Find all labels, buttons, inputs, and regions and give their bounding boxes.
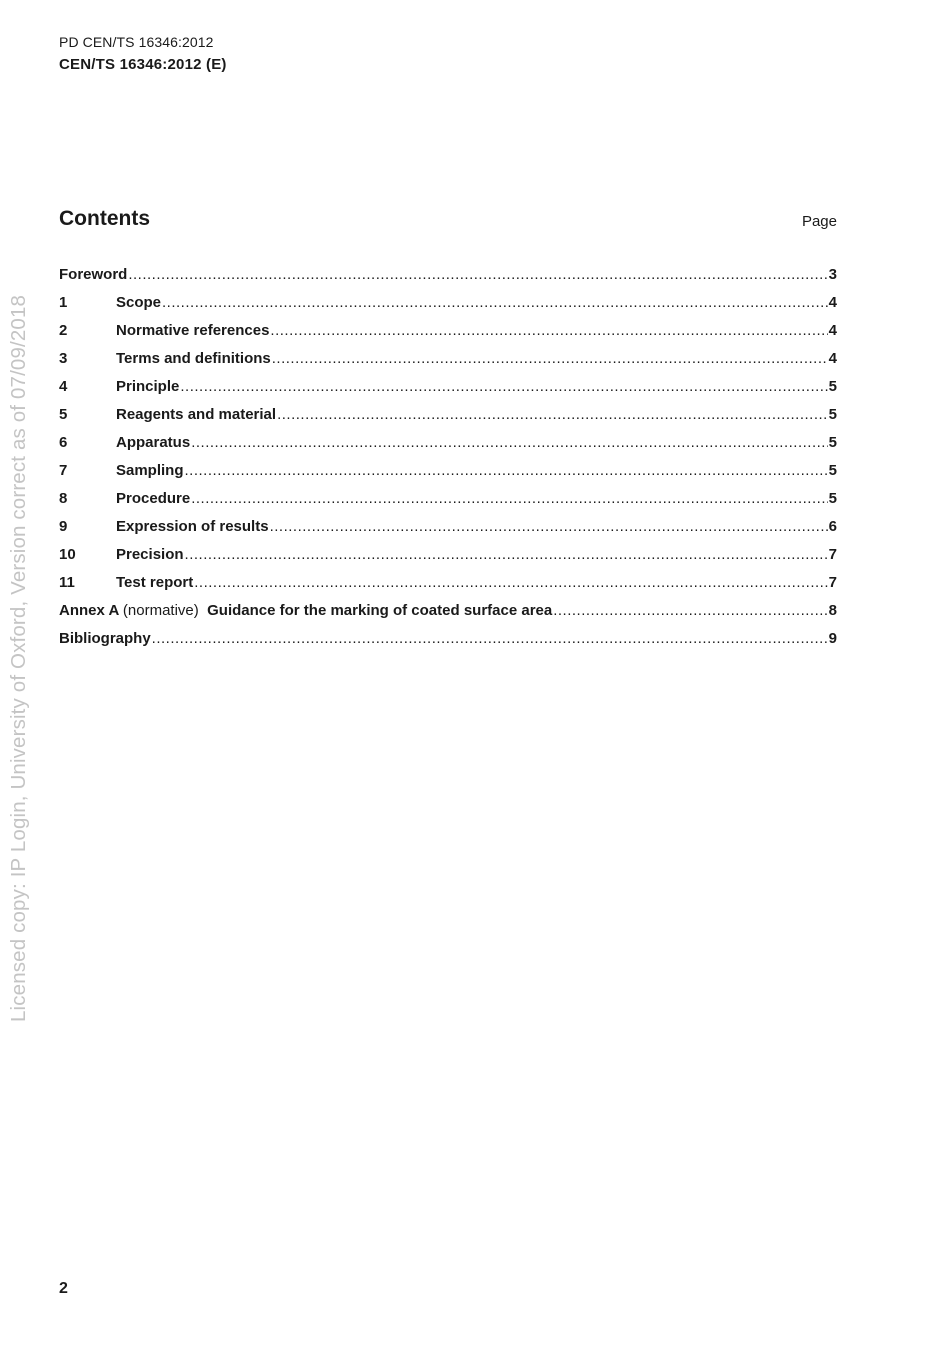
- toc-entry-title: Foreword: [59, 266, 128, 283]
- toc-entry-number: 1: [59, 294, 68, 311]
- toc-leader-dots: [152, 630, 828, 647]
- toc-leader-dots: [191, 490, 827, 507]
- toc-entry-annex-a[interactable]: [59, 602, 837, 630]
- toc-entry-test-report[interactable]: [59, 574, 837, 602]
- toc-leader-dots: [180, 378, 827, 395]
- toc-leader-dots: [185, 546, 828, 563]
- toc-annex-heading: [59, 602, 552, 619]
- toc-entry-terms-and-definitions[interactable]: [59, 350, 837, 378]
- toc-entry-page: 4: [828, 294, 837, 311]
- toc-entry-page: 5: [828, 462, 837, 479]
- toc-entry-procedure[interactable]: [59, 490, 837, 518]
- toc-entry-title: Terms and definitions: [116, 350, 271, 367]
- toc-entry-title: Bibliography: [59, 630, 151, 647]
- toc-entry-number: 11: [59, 574, 75, 591]
- document-id-english: CEN/TS 16346:2012 (E): [59, 56, 227, 73]
- toc-entry-page: 6: [828, 518, 837, 535]
- toc-entry-page: 3: [828, 266, 837, 283]
- toc-entry-principle[interactable]: [59, 378, 837, 406]
- license-watermark: Licensed copy: IP Login, University of Oxford, Version correct as of 07/09/2018: [7, 294, 30, 1022]
- toc-entry-page: 5: [828, 490, 837, 507]
- toc-leader-dots: [553, 602, 827, 619]
- toc-entry-reagents-and-material[interactable]: [59, 406, 837, 434]
- toc-leader-dots: [191, 434, 827, 451]
- page-column-label: Page: [801, 213, 837, 230]
- toc-entry-title: Scope: [116, 294, 162, 311]
- toc-leader-dots: [194, 574, 827, 591]
- toc-entry-title: Precision: [116, 546, 184, 563]
- toc-entry-page: 5: [828, 434, 837, 451]
- toc-entry-title: Normative references: [116, 322, 270, 339]
- table-of-contents: [59, 266, 837, 658]
- toc-entry-title: Test report: [116, 574, 194, 591]
- toc-entry-bibliography[interactable]: [59, 630, 837, 658]
- toc-entry-number: 2: [59, 322, 68, 339]
- toc-entry-page: 7: [828, 574, 837, 591]
- toc-entry-apparatus[interactable]: [59, 434, 837, 462]
- toc-entry-page: 8: [828, 602, 837, 619]
- toc-entry-normative-references[interactable]: [59, 322, 837, 350]
- toc-entry-title: Sampling: [116, 462, 184, 479]
- toc-entry-number: 7: [59, 462, 68, 479]
- toc-entry-page: 4: [828, 322, 837, 339]
- toc-entry-expression-of-results[interactable]: [59, 518, 837, 546]
- toc-leader-dots: [185, 462, 828, 479]
- toc-leader-dots: [162, 294, 828, 311]
- toc-entry-number: 9: [59, 518, 68, 535]
- toc-entry-sampling[interactable]: [59, 462, 837, 490]
- toc-leader-dots: [277, 406, 828, 423]
- toc-leader-dots: [270, 322, 827, 339]
- toc-entry-number: 4: [59, 378, 68, 395]
- page-number: 2: [59, 1280, 68, 1297]
- toc-entry-page: 9: [828, 630, 837, 647]
- toc-entry-page: 7: [828, 546, 837, 563]
- toc-entry-number: 8: [59, 490, 68, 507]
- toc-entry-title: Procedure: [116, 490, 191, 507]
- toc-entry-title: Apparatus: [116, 434, 191, 451]
- annex-qualifier: (normative): [122, 602, 199, 619]
- toc-leader-dots: [272, 350, 828, 367]
- toc-entry-title: Expression of results: [116, 518, 269, 535]
- annex-title: Guidance for the marking of coated surface area: [207, 602, 553, 619]
- toc-entry-foreword[interactable]: [59, 266, 837, 294]
- toc-entry-page: 5: [828, 378, 837, 395]
- toc-entry-number: 3: [59, 350, 68, 367]
- toc-entry-title: Principle: [116, 378, 180, 395]
- toc-entry-title: Reagents and material: [116, 406, 277, 423]
- toc-entry-page: 4: [828, 350, 837, 367]
- toc-entry-number: 6: [59, 434, 68, 451]
- annex-label: Annex A: [59, 602, 119, 619]
- toc-leader-dots: [128, 266, 827, 283]
- toc-leader-dots: [270, 518, 828, 535]
- document-id: PD CEN/TS 16346:2012: [59, 34, 214, 50]
- toc-entry-scope[interactable]: [59, 294, 837, 322]
- contents-heading: Contents: [59, 207, 150, 230]
- toc-entry-precision[interactable]: [59, 546, 837, 574]
- toc-entry-number: 5: [59, 406, 68, 423]
- toc-entry-page: 5: [828, 406, 837, 423]
- toc-entry-number: 10: [59, 546, 76, 563]
